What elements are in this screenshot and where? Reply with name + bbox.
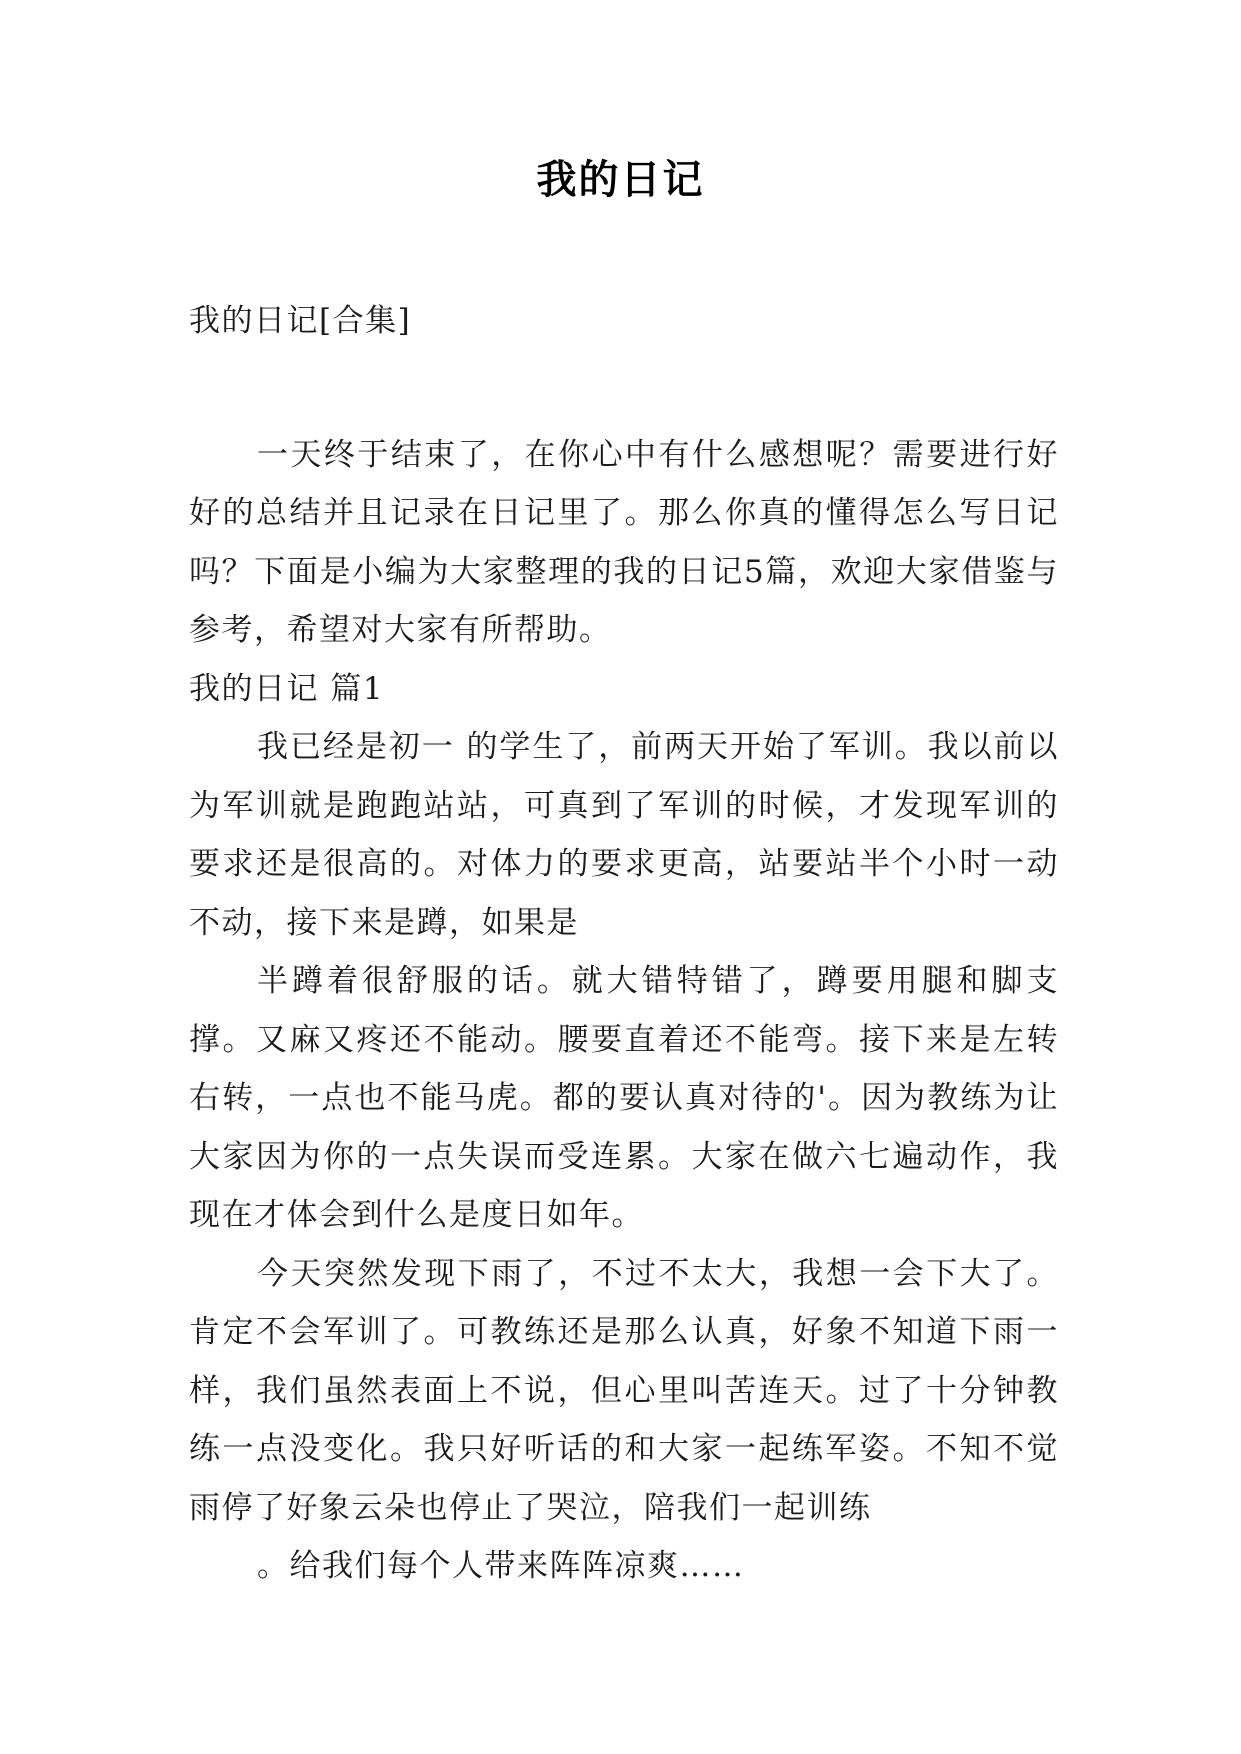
document-body	[189, 292, 1059, 1596]
section-heading: 我的日记 篇1	[189, 670, 385, 707]
intro-paragraph: 一天终于结束了，在你心中有什么感想呢？需要进行好好的总结并且记录在日记里了。那么你真的懂得怎么写日记吗？下面是小编为大家整理的我的日记5篇，欢迎大家借鉴与参考，希望对大家有所帮助。	[189, 436, 1059, 648]
document-title: 我的日记	[536, 157, 705, 203]
body-paragraph: 。给我们每个人带来阵阵凉爽……	[257, 1548, 745, 1584]
body-paragraph: 半蹲着很舒服的话。就大错特错了，蹲要用腿和脚支撑。又麻又疼还不能动。腰要直着还不能弯。接下来是左转右转，一点也不能马虎。都的要认真对待的'。因为教练为让大家因为你的一点失误而受连累。大家在做六七遍动作，我现在才体会到什么是度日如年。	[189, 963, 1059, 1233]
body-paragraph: 我已经是初一 的学生了，前两天开始了军训。我以前以为军训就是跑跑站站，可真到了军训的时候，才发现军训的要求还是很高的。对体力的要求更高，站要站半个小时一动不动，接下来是蹲，如果是	[189, 729, 1059, 941]
body-paragraph: 今天突然发现下雨了，不过不太大，我想一会下大了。肯定不会军训了。可教练还是那么认真，好象不知道下雨一样，我们虽然表面上不说，但心里叫苦连天。过了十分钟教练一点没变化。我只好听话的和大家一起练军姿。不知不觉雨停了好象云朵也停止了哭泣，陪我们一起训练	[189, 1255, 1059, 1526]
document-subtitle: 我的日记[合集]	[189, 303, 412, 339]
